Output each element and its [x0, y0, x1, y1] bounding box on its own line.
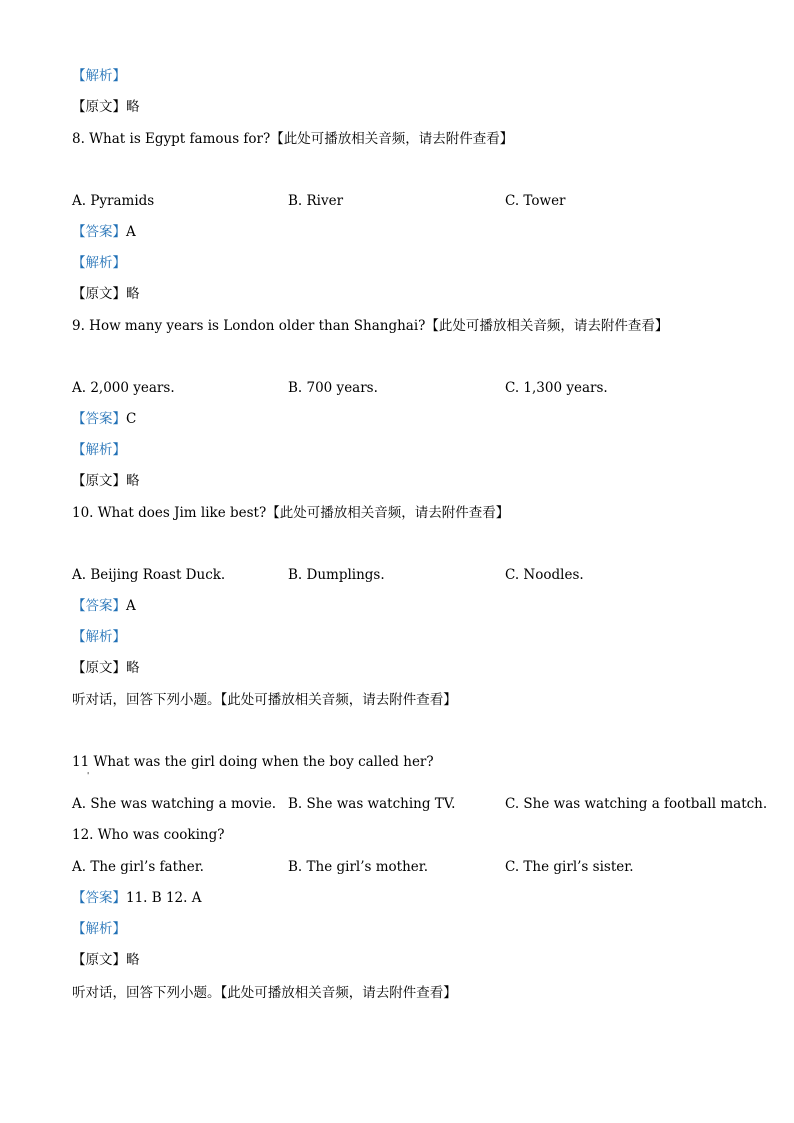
original-label: 【原文】 — [72, 952, 126, 968]
q11-option-c: C. She was watching a football match. — [505, 796, 768, 812]
q9-answer-value: C — [126, 411, 137, 427]
q10-answer-value: A — [126, 598, 136, 614]
listening-instruction: 听对话，回答下列小题。【此处可播放相关音频，请去附件查看】 — [72, 985, 457, 1001]
q12-option-b: B. The girl’s mother. — [288, 859, 429, 875]
q9-option-b: B. 700 years. — [288, 380, 378, 396]
original-row — [72, 286, 140, 302]
question-11: 11 What was the girl doing when the boy called her? — [72, 754, 434, 770]
answer-label: 【答案】 — [72, 411, 126, 427]
group1-answer-value: 11. B 12. A — [126, 890, 202, 906]
original-label: 【原文】 — [72, 286, 126, 302]
question-12: 12. Who was cooking? — [72, 827, 225, 843]
q10-option-b: B. Dumplings. — [288, 567, 385, 583]
q8-answer-row — [72, 224, 136, 240]
listening-instruction: 听对话，回答下列小题。【此处可播放相关音频，请去附件查看】 — [72, 692, 457, 708]
q9-option-c: C. 1,300 years. — [505, 380, 608, 396]
q8-option-c: C. Tower — [505, 193, 566, 209]
original-value: 略 — [126, 952, 140, 968]
group1-answer-row — [72, 890, 201, 906]
answer-label: 【答案】 — [72, 598, 126, 614]
answer-label: 【答案】 — [72, 890, 126, 906]
answer-label: 【答案】 — [72, 224, 126, 240]
q8-option-a: A. Pyramids — [72, 193, 155, 209]
q11-option-a: A. She was watching a movie. — [72, 796, 277, 812]
original-value: 略 — [126, 660, 140, 676]
original-row — [72, 660, 140, 676]
original-row — [72, 99, 140, 115]
q10-answer-row — [72, 598, 136, 614]
question-9: 9. How many years is London older than Shanghai?【此处可播放相关音频，请去附件查看】 — [72, 318, 669, 334]
analysis-label: 【解析】 — [72, 629, 126, 645]
original-label: 【原文】 — [72, 473, 126, 489]
analysis-label: 【解析】 — [72, 442, 126, 458]
q8-option-b: B. River — [288, 193, 344, 209]
original-value: 略 — [126, 473, 140, 489]
original-label: 【原文】 — [72, 660, 126, 676]
q8-answer-value: A — [126, 224, 136, 240]
q10-option-a: A. Beijing Roast Duck. — [72, 567, 226, 583]
original-row — [72, 473, 140, 489]
q9-answer-row — [72, 411, 136, 427]
analysis-label: 【解析】 — [72, 255, 126, 271]
question-10: 10. What does Jim like best?【此处可播放相关音频，请去附件查看】 — [72, 505, 510, 521]
question-8: 8. What is Egypt famous for?【此处可播放相关音频，请去附件查看】 — [72, 131, 514, 147]
q10-option-c: C. Noodles. — [505, 567, 584, 583]
q12-option-a: A. The girl’s father. — [72, 859, 204, 875]
original-label: 【原文】 — [72, 99, 126, 115]
q12-option-c: C. The girl’s sister. — [505, 859, 634, 875]
q11-option-b: B. She was watching TV. — [288, 796, 456, 812]
q9-option-a: A. 2,000 years. — [72, 380, 175, 396]
analysis-label: 【解析】 — [72, 921, 126, 937]
original-value: 略 — [126, 286, 140, 302]
q11-mark: ' — [87, 771, 90, 780]
original-row — [72, 952, 140, 968]
analysis-label: 【解析】 — [72, 68, 126, 84]
original-value: 略 — [126, 99, 140, 115]
